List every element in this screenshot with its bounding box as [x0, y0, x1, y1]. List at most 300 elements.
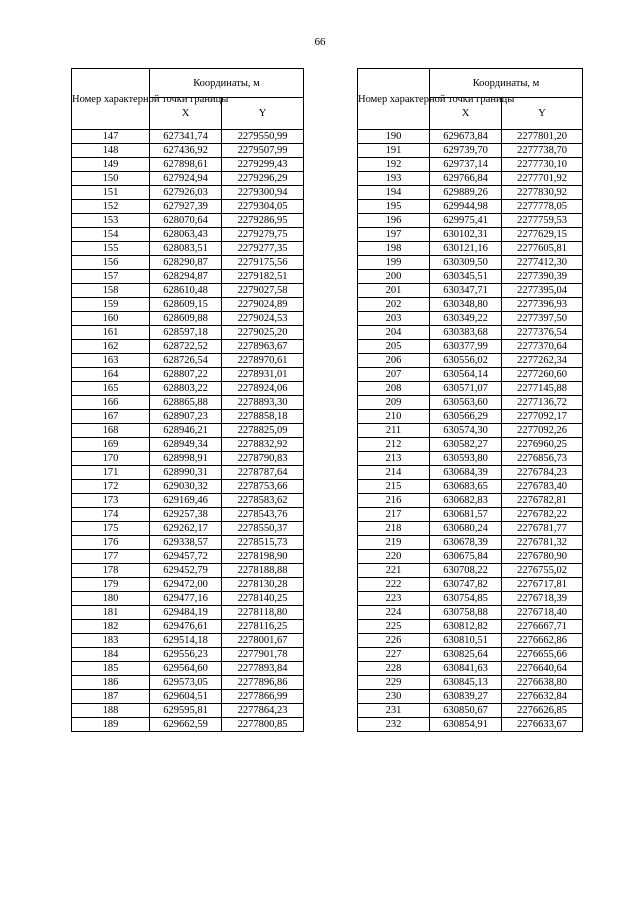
- point-number-cell: 156: [72, 256, 150, 270]
- table-row: [358, 354, 583, 368]
- table-row: [72, 214, 304, 228]
- x-coordinate-cell: 630682,83: [430, 494, 502, 508]
- header-coordinates: Координаты, м: [150, 69, 304, 98]
- point-number-cell: 230: [358, 690, 430, 704]
- x-coordinate-cell: 629739,70: [430, 144, 502, 158]
- y-coordinate-cell: 2276780,90: [502, 550, 583, 564]
- y-coordinate-cell: 2277864,23: [222, 704, 304, 718]
- table-row: [72, 326, 304, 340]
- x-coordinate-cell: 630681,57: [430, 508, 502, 522]
- table-row: [358, 704, 583, 718]
- point-number-cell: 223: [358, 592, 430, 606]
- y-coordinate-cell: 2278787,64: [222, 466, 304, 480]
- x-coordinate-cell: 630563,60: [430, 396, 502, 410]
- point-number-cell: 147: [72, 130, 150, 144]
- point-number-cell: 182: [72, 620, 150, 634]
- table-row: [358, 536, 583, 550]
- y-coordinate-cell: 2279286,95: [222, 214, 304, 228]
- point-number-cell: 159: [72, 298, 150, 312]
- y-coordinate-cell: 2278970,61: [222, 354, 304, 368]
- x-coordinate-cell: 630309,50: [430, 256, 502, 270]
- y-coordinate-cell: 2279507,99: [222, 144, 304, 158]
- point-number-cell: 175: [72, 522, 150, 536]
- y-coordinate-cell: 2279296,29: [222, 172, 304, 186]
- y-coordinate-cell: 2277730,10: [502, 158, 583, 172]
- table-row: [358, 480, 583, 494]
- y-coordinate-cell: 2278550,37: [222, 522, 304, 536]
- y-coordinate-cell: 2279024,53: [222, 312, 304, 326]
- x-coordinate-cell: 627924,94: [150, 172, 222, 186]
- table-row: [72, 480, 304, 494]
- y-coordinate-cell: 2278825,09: [222, 424, 304, 438]
- y-coordinate-cell: 2279277,35: [222, 242, 304, 256]
- table-row: [72, 704, 304, 718]
- point-number-cell: 169: [72, 438, 150, 452]
- point-number-cell: 167: [72, 410, 150, 424]
- y-coordinate-cell: 2278140,25: [222, 592, 304, 606]
- x-coordinate-cell: 630347,71: [430, 284, 502, 298]
- y-coordinate-cell: 2277605,81: [502, 242, 583, 256]
- table-row: [358, 522, 583, 536]
- y-coordinate-cell: 2277092,17: [502, 410, 583, 424]
- table-row: [72, 508, 304, 522]
- y-coordinate-cell: 2277701,92: [502, 172, 583, 186]
- x-coordinate-cell: 628722,52: [150, 340, 222, 354]
- x-coordinate-cell: 628597,18: [150, 326, 222, 340]
- table-row: [72, 270, 304, 284]
- y-coordinate-cell: 2277262,34: [502, 354, 583, 368]
- x-coordinate-cell: 630675,84: [430, 550, 502, 564]
- point-number-cell: 204: [358, 326, 430, 340]
- point-number-cell: 195: [358, 200, 430, 214]
- x-coordinate-cell: 630683,65: [430, 480, 502, 494]
- y-coordinate-cell: 2277396,93: [502, 298, 583, 312]
- x-coordinate-cell: 630754,85: [430, 592, 502, 606]
- point-number-cell: 211: [358, 424, 430, 438]
- y-coordinate-cell: 2278198,90: [222, 550, 304, 564]
- x-coordinate-cell: 629564,60: [150, 662, 222, 676]
- point-number-cell: 189: [72, 718, 150, 732]
- y-coordinate-cell: 2279027,58: [222, 284, 304, 298]
- point-number-cell: 179: [72, 578, 150, 592]
- x-coordinate-cell: 630708,22: [430, 564, 502, 578]
- table-row: [358, 256, 583, 270]
- table-row: [72, 536, 304, 550]
- x-coordinate-cell: 629262,17: [150, 522, 222, 536]
- x-coordinate-cell: 630758,88: [430, 606, 502, 620]
- table-row: [358, 340, 583, 354]
- point-number-cell: 151: [72, 186, 150, 200]
- point-number-cell: 180: [72, 592, 150, 606]
- y-coordinate-cell: 2276718,40: [502, 606, 583, 620]
- x-coordinate-cell: 629338,57: [150, 536, 222, 550]
- table-row: [72, 550, 304, 564]
- table-row: [358, 648, 583, 662]
- table-row: [72, 410, 304, 424]
- y-coordinate-cell: 2276638,80: [502, 676, 583, 690]
- y-coordinate-cell: 2276784,23: [502, 466, 583, 480]
- point-number-cell: 164: [72, 368, 150, 382]
- y-coordinate-cell: 2279182,51: [222, 270, 304, 284]
- table-row: [358, 270, 583, 284]
- x-coordinate-cell: 628726,54: [150, 354, 222, 368]
- y-coordinate-cell: 2276781,32: [502, 536, 583, 550]
- x-coordinate-cell: 629514,18: [150, 634, 222, 648]
- table-row: [72, 452, 304, 466]
- y-coordinate-cell: 2279279,75: [222, 228, 304, 242]
- table-row: [358, 326, 583, 340]
- table-row: [72, 494, 304, 508]
- point-number-cell: 220: [358, 550, 430, 564]
- y-coordinate-cell: 2277412,30: [502, 256, 583, 270]
- point-number-cell: 185: [72, 662, 150, 676]
- x-coordinate-cell: 630678,39: [430, 536, 502, 550]
- x-coordinate-cell: 629257,38: [150, 508, 222, 522]
- point-number-cell: 227: [358, 648, 430, 662]
- x-coordinate-cell: 629737,14: [430, 158, 502, 172]
- table-row: [358, 564, 583, 578]
- table-row: [358, 368, 583, 382]
- table-row: [358, 186, 583, 200]
- point-number-cell: 186: [72, 676, 150, 690]
- point-number-cell: 172: [72, 480, 150, 494]
- x-coordinate-cell: 629484,19: [150, 606, 222, 620]
- point-number-cell: 200: [358, 270, 430, 284]
- x-coordinate-cell: 630684,39: [430, 466, 502, 480]
- x-coordinate-cell: 630810,51: [430, 634, 502, 648]
- x-coordinate-cell: 630102,31: [430, 228, 502, 242]
- table-row: [72, 312, 304, 326]
- y-coordinate-cell: 2277866,99: [222, 690, 304, 704]
- table-row: [72, 298, 304, 312]
- x-coordinate-cell: 627436,92: [150, 144, 222, 158]
- table-row: [72, 354, 304, 368]
- y-coordinate-cell: 2278963,67: [222, 340, 304, 354]
- table-row: [72, 256, 304, 270]
- point-number-cell: 176: [72, 536, 150, 550]
- y-coordinate-cell: 2277759,53: [502, 214, 583, 228]
- header-point-number: Номер характерной точки границы: [72, 69, 150, 130]
- table-row: [358, 396, 583, 410]
- y-coordinate-cell: 2276783,40: [502, 480, 583, 494]
- point-number-cell: 160: [72, 312, 150, 326]
- table-row: [358, 508, 583, 522]
- table-row: [358, 158, 583, 172]
- table-row: [358, 284, 583, 298]
- x-coordinate-cell: 630348,80: [430, 298, 502, 312]
- header-x: X: [150, 98, 222, 130]
- point-number-cell: 170: [72, 452, 150, 466]
- table-row: [358, 214, 583, 228]
- page-number: 66: [314, 36, 326, 48]
- x-coordinate-cell: 628998,91: [150, 452, 222, 466]
- point-number-cell: 192: [358, 158, 430, 172]
- y-coordinate-cell: 2277136,72: [502, 396, 583, 410]
- table-row: [72, 564, 304, 578]
- x-coordinate-cell: 628907,23: [150, 410, 222, 424]
- point-number-cell: 150: [72, 172, 150, 186]
- x-coordinate-cell: 628063,43: [150, 228, 222, 242]
- point-number-cell: 168: [72, 424, 150, 438]
- y-coordinate-cell: 2276782,22: [502, 508, 583, 522]
- table-row: [72, 662, 304, 676]
- x-coordinate-cell: 629476,61: [150, 620, 222, 634]
- point-number-cell: 162: [72, 340, 150, 354]
- table-row: [72, 424, 304, 438]
- x-coordinate-cell: 629472,00: [150, 578, 222, 592]
- point-number-cell: 148: [72, 144, 150, 158]
- y-coordinate-cell: 2278931,01: [222, 368, 304, 382]
- table-row: [358, 410, 583, 424]
- x-coordinate-cell: 630747,82: [430, 578, 502, 592]
- point-number-cell: 193: [358, 172, 430, 186]
- y-coordinate-cell: 2279304,05: [222, 200, 304, 214]
- point-number-cell: 191: [358, 144, 430, 158]
- point-number-cell: 215: [358, 480, 430, 494]
- point-number-cell: 232: [358, 718, 430, 732]
- table-row: [72, 648, 304, 662]
- point-number-cell: 178: [72, 564, 150, 578]
- table-row: [72, 144, 304, 158]
- y-coordinate-cell: 2277092,26: [502, 424, 583, 438]
- table-row: [72, 200, 304, 214]
- x-coordinate-cell: 628990,31: [150, 466, 222, 480]
- y-coordinate-cell: 2276718,39: [502, 592, 583, 606]
- point-number-cell: 154: [72, 228, 150, 242]
- x-coordinate-cell: 628070,64: [150, 214, 222, 228]
- table-row: [72, 186, 304, 200]
- y-coordinate-cell: 2278583,62: [222, 494, 304, 508]
- y-coordinate-cell: 2277390,39: [502, 270, 583, 284]
- y-coordinate-cell: 2278924,06: [222, 382, 304, 396]
- point-number-cell: 199: [358, 256, 430, 270]
- point-number-cell: 149: [72, 158, 150, 172]
- x-coordinate-cell: 628610,48: [150, 284, 222, 298]
- table-row: [72, 368, 304, 382]
- y-coordinate-cell: 2279175,56: [222, 256, 304, 270]
- x-coordinate-cell: 630593,80: [430, 452, 502, 466]
- point-number-cell: 228: [358, 662, 430, 676]
- point-number-cell: 198: [358, 242, 430, 256]
- y-coordinate-cell: 2278118,80: [222, 606, 304, 620]
- point-number-cell: 216: [358, 494, 430, 508]
- x-coordinate-cell: 630571,07: [430, 382, 502, 396]
- x-coordinate-cell: 630582,27: [430, 438, 502, 452]
- x-coordinate-cell: 628609,15: [150, 298, 222, 312]
- point-number-cell: 209: [358, 396, 430, 410]
- coordinates-table-right: [357, 68, 583, 732]
- y-coordinate-cell: 2279299,43: [222, 158, 304, 172]
- x-coordinate-cell: 629477,16: [150, 592, 222, 606]
- x-coordinate-cell: 628865,88: [150, 396, 222, 410]
- y-coordinate-cell: 2277370,64: [502, 340, 583, 354]
- table-row: [72, 634, 304, 648]
- y-coordinate-cell: 2279550,99: [222, 130, 304, 144]
- point-number-cell: 194: [358, 186, 430, 200]
- x-coordinate-cell: 630680,24: [430, 522, 502, 536]
- table-row: [72, 620, 304, 634]
- x-coordinate-cell: 630825,64: [430, 648, 502, 662]
- x-coordinate-cell: 629030,32: [150, 480, 222, 494]
- table-row: [358, 438, 583, 452]
- table-row: [358, 662, 583, 676]
- x-coordinate-cell: 629556,23: [150, 648, 222, 662]
- table-row: [72, 592, 304, 606]
- y-coordinate-cell: 2278790,83: [222, 452, 304, 466]
- x-coordinate-cell: 630574,30: [430, 424, 502, 438]
- point-number-cell: 217: [358, 508, 430, 522]
- point-number-cell: 183: [72, 634, 150, 648]
- point-number-cell: 226: [358, 634, 430, 648]
- point-number-cell: 222: [358, 578, 430, 592]
- x-coordinate-cell: 627926,03: [150, 186, 222, 200]
- y-coordinate-cell: 2279025,20: [222, 326, 304, 340]
- point-number-cell: 155: [72, 242, 150, 256]
- point-number-cell: 225: [358, 620, 430, 634]
- point-number-cell: 218: [358, 522, 430, 536]
- y-coordinate-cell: 2276662,86: [502, 634, 583, 648]
- header-point-number: Номер характерной точки границы: [358, 69, 430, 130]
- point-number-cell: 219: [358, 536, 430, 550]
- table-row: [72, 438, 304, 452]
- table-row: [358, 130, 583, 144]
- y-coordinate-cell: 2276755,02: [502, 564, 583, 578]
- y-coordinate-cell: 2278188,88: [222, 564, 304, 578]
- table-row: [358, 634, 583, 648]
- x-coordinate-cell: 629452,79: [150, 564, 222, 578]
- y-coordinate-cell: 2276781,77: [502, 522, 583, 536]
- point-number-cell: 205: [358, 340, 430, 354]
- y-coordinate-cell: 2279024,89: [222, 298, 304, 312]
- point-number-cell: 173: [72, 494, 150, 508]
- y-coordinate-cell: 2278858,18: [222, 410, 304, 424]
- point-number-cell: 207: [358, 368, 430, 382]
- x-coordinate-cell: 628609,88: [150, 312, 222, 326]
- y-coordinate-cell: 2276960,25: [502, 438, 583, 452]
- table-row: [358, 718, 583, 732]
- x-coordinate-cell: 630566,29: [430, 410, 502, 424]
- table-row: [72, 396, 304, 410]
- point-number-cell: 166: [72, 396, 150, 410]
- point-number-cell: 161: [72, 326, 150, 340]
- x-coordinate-cell: 629766,84: [430, 172, 502, 186]
- point-number-cell: 206: [358, 354, 430, 368]
- table-row: [72, 676, 304, 690]
- y-coordinate-cell: 2277893,84: [222, 662, 304, 676]
- y-coordinate-cell: 2276655,66: [502, 648, 583, 662]
- table-row: [358, 452, 583, 466]
- x-coordinate-cell: 628807,22: [150, 368, 222, 382]
- y-coordinate-cell: 2277896,86: [222, 676, 304, 690]
- y-coordinate-cell: 2278130,28: [222, 578, 304, 592]
- x-coordinate-cell: 629662,59: [150, 718, 222, 732]
- point-number-cell: 208: [358, 382, 430, 396]
- table-row: [358, 592, 583, 606]
- table-row: [72, 578, 304, 592]
- y-coordinate-cell: 2276640,64: [502, 662, 583, 676]
- y-coordinate-cell: 2278001,67: [222, 634, 304, 648]
- x-coordinate-cell: 627927,39: [150, 200, 222, 214]
- point-number-cell: 177: [72, 550, 150, 564]
- y-coordinate-cell: 2277778,05: [502, 200, 583, 214]
- x-coordinate-cell: 630812,82: [430, 620, 502, 634]
- point-number-cell: 203: [358, 312, 430, 326]
- x-coordinate-cell: 629889,26: [430, 186, 502, 200]
- table-row: [358, 690, 583, 704]
- y-coordinate-cell: 2278116,25: [222, 620, 304, 634]
- y-coordinate-cell: 2277830,92: [502, 186, 583, 200]
- point-number-cell: 190: [358, 130, 430, 144]
- table-row: [358, 312, 583, 326]
- y-coordinate-cell: 2277901,78: [222, 648, 304, 662]
- x-coordinate-cell: 630564,14: [430, 368, 502, 382]
- point-number-cell: 158: [72, 284, 150, 298]
- point-number-cell: 197: [358, 228, 430, 242]
- table-row: [72, 242, 304, 256]
- table-row: [358, 466, 583, 480]
- point-number-cell: 201: [358, 284, 430, 298]
- table-row: [72, 382, 304, 396]
- y-coordinate-cell: 2278893,30: [222, 396, 304, 410]
- table-row: [358, 172, 583, 186]
- point-number-cell: 224: [358, 606, 430, 620]
- table-row: [358, 298, 583, 312]
- y-coordinate-cell: 2277395,04: [502, 284, 583, 298]
- y-coordinate-cell: 2277145,88: [502, 382, 583, 396]
- x-coordinate-cell: 629573,05: [150, 676, 222, 690]
- x-coordinate-cell: 630345,51: [430, 270, 502, 284]
- x-coordinate-cell: 628294,87: [150, 270, 222, 284]
- table-row: [358, 620, 583, 634]
- y-coordinate-cell: 2277376,54: [502, 326, 583, 340]
- point-number-cell: 212: [358, 438, 430, 452]
- point-number-cell: 196: [358, 214, 430, 228]
- x-coordinate-cell: 630839,27: [430, 690, 502, 704]
- point-number-cell: 165: [72, 382, 150, 396]
- x-coordinate-cell: 630349,22: [430, 312, 502, 326]
- point-number-cell: 181: [72, 606, 150, 620]
- point-number-cell: 231: [358, 704, 430, 718]
- point-number-cell: 163: [72, 354, 150, 368]
- point-number-cell: 202: [358, 298, 430, 312]
- x-coordinate-cell: 630845,13: [430, 676, 502, 690]
- table-row: [72, 522, 304, 536]
- point-number-cell: 184: [72, 648, 150, 662]
- table-row: [358, 200, 583, 214]
- y-coordinate-cell: 2278753,66: [222, 480, 304, 494]
- y-coordinate-cell: 2278832,92: [222, 438, 304, 452]
- point-number-cell: 229: [358, 676, 430, 690]
- table-row: [358, 606, 583, 620]
- y-coordinate-cell: 2279300,94: [222, 186, 304, 200]
- y-coordinate-cell: 2277800,85: [222, 718, 304, 732]
- header-y: Y: [502, 98, 583, 130]
- table-row: [358, 228, 583, 242]
- y-coordinate-cell: 2277738,70: [502, 144, 583, 158]
- y-coordinate-cell: 2278515,73: [222, 536, 304, 550]
- point-number-cell: 152: [72, 200, 150, 214]
- x-coordinate-cell: 629595,81: [150, 704, 222, 718]
- point-number-cell: 188: [72, 704, 150, 718]
- x-coordinate-cell: 629944,98: [430, 200, 502, 214]
- y-coordinate-cell: 2276782,81: [502, 494, 583, 508]
- x-coordinate-cell: 628946,21: [150, 424, 222, 438]
- y-coordinate-cell: 2276626,85: [502, 704, 583, 718]
- point-number-cell: 210: [358, 410, 430, 424]
- x-coordinate-cell: 629975,41: [430, 214, 502, 228]
- x-coordinate-cell: 630841,63: [430, 662, 502, 676]
- x-coordinate-cell: 630377,99: [430, 340, 502, 354]
